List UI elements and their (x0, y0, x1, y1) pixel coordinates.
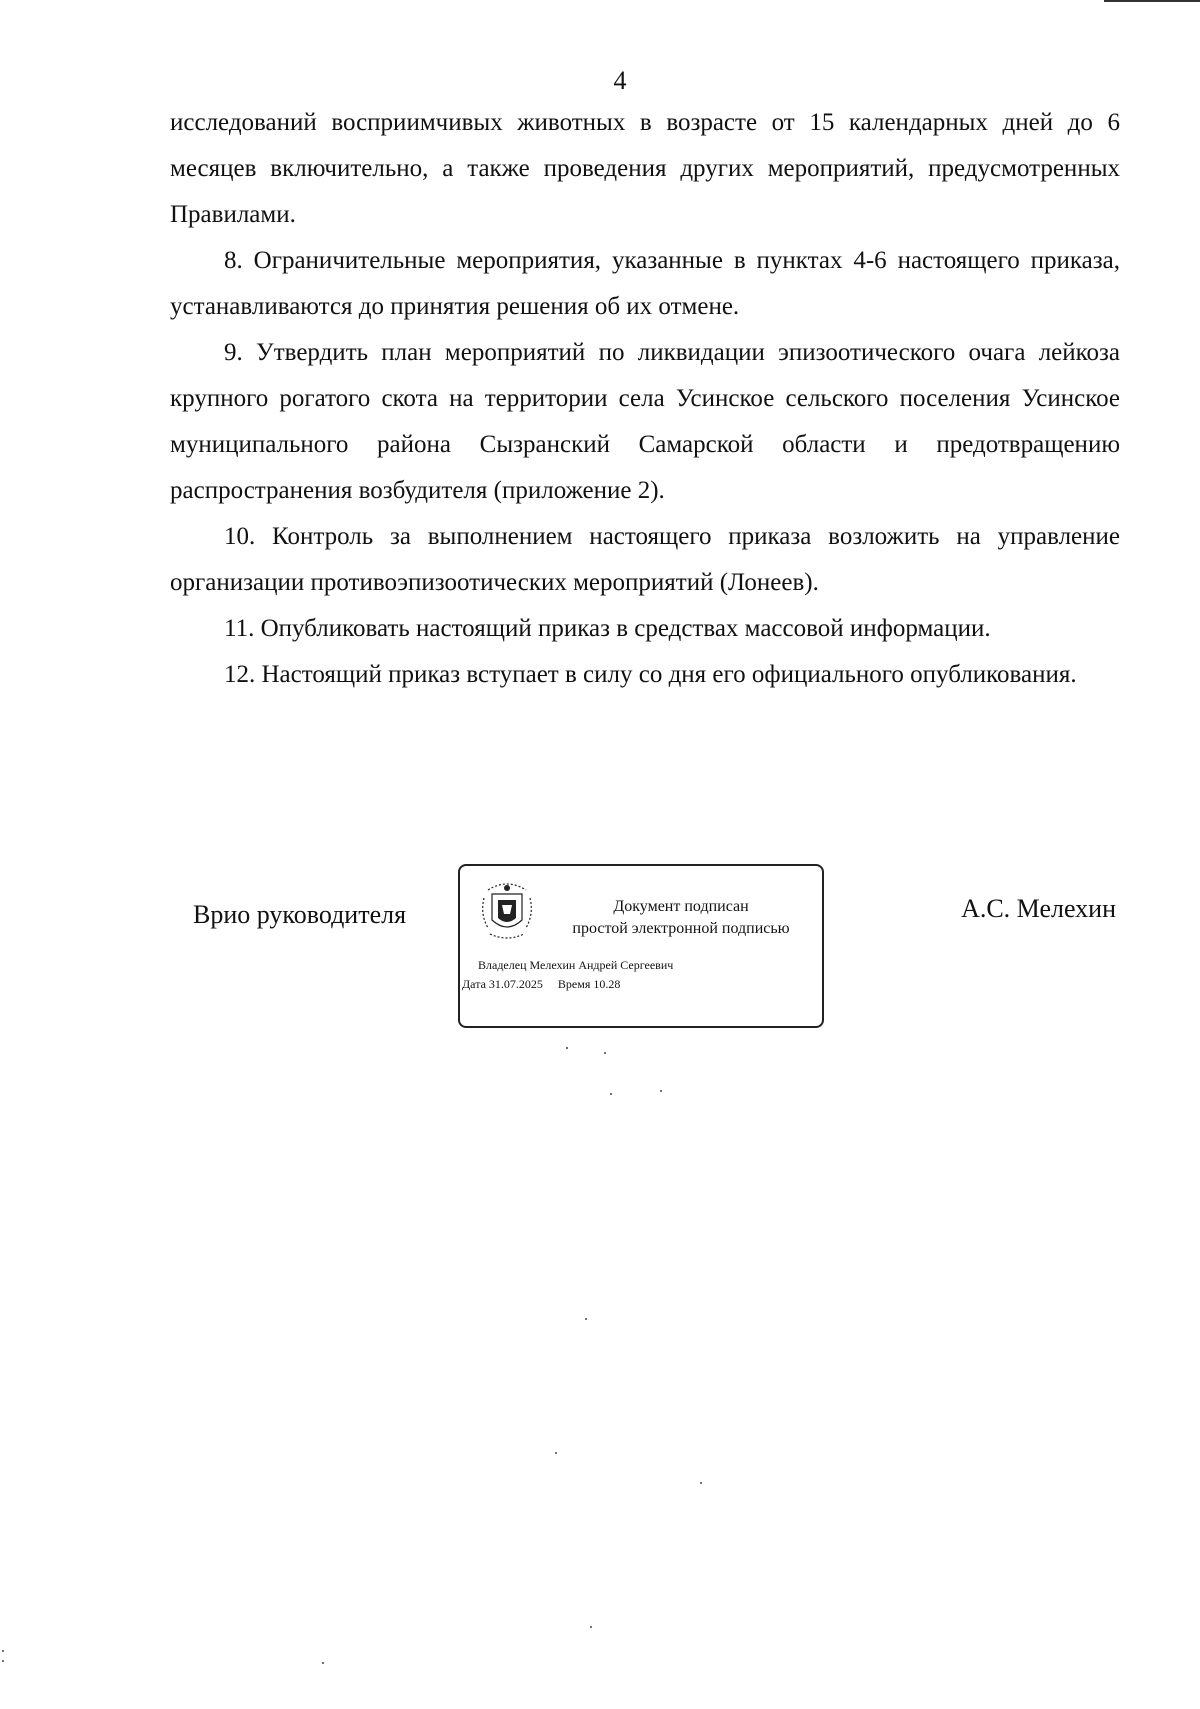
stamp-time: Время 10.28 (557, 977, 621, 991)
stamp-heading-line-1: Документ подписан (613, 898, 749, 915)
stamp-date-time (462, 977, 620, 992)
document-body (170, 100, 1120, 698)
paragraph-item-11: 11. Опубликовать настоящий приказ в средствах массовой информации. (224, 615, 991, 642)
page-number: 4 (613, 66, 627, 95)
stamp-heading-line-2: простой электронной подписью (572, 920, 790, 937)
scan-speck (660, 1090, 662, 1092)
signer-title: Врио руководителя (193, 900, 407, 929)
stamp-owner: Владелец Мелехин Андрей Сергеевич (478, 958, 674, 972)
scan-speck (604, 1052, 606, 1054)
scan-speck (2, 1660, 4, 1662)
scan-speck (700, 1482, 702, 1484)
paragraph-item-8: 8. Ограничительные мероприятия, указанные в пунктах 4-6 настоящего приказа, устанавливаются до принятия решения об их отмене. (170, 247, 1120, 320)
paragraph-item-10: 10. Контроль за выполнением настоящего приказа возложить на управление организации противоэпизоотических мероприятий (Лонеев). (170, 523, 1120, 596)
scan-speck (2, 1650, 4, 1652)
electronic-signature-stamp (458, 864, 824, 1028)
top-edge-rule (1104, 0, 1200, 2)
scan-speck (610, 1093, 612, 1095)
paragraph-item-9: 9. Утвердить план мероприятий по ликвидации эпизоотического очага лейкоза крупного рогатого скота на территории села Усинское сельского поселения Усинское муниципального района Сызранский Самарской области и предотвращению распространения возбудителя (приложение 2). (170, 339, 1120, 504)
paragraph-continuation: исследований восприимчивых животных в возрасте от 15 календарных дней до 6 месяцев включительно, а также проведения других мероприятий, предусмотренных Правилами. (170, 109, 1120, 228)
stamp-heading (546, 896, 816, 940)
scan-speck (555, 1452, 557, 1454)
coat-of-arms-icon (478, 880, 536, 942)
signer-name: А.С. Мелехин (961, 894, 1116, 923)
stamp-date: Дата 31.07.2025 (462, 977, 543, 991)
scan-speck (322, 1662, 324, 1664)
scan-speck (585, 1318, 587, 1320)
scan-speck (590, 1626, 592, 1628)
scan-speck (566, 1047, 568, 1049)
paragraph-item-12: 12. Настоящий приказ вступает в силу со дня его официального опубликования. (224, 661, 1077, 688)
